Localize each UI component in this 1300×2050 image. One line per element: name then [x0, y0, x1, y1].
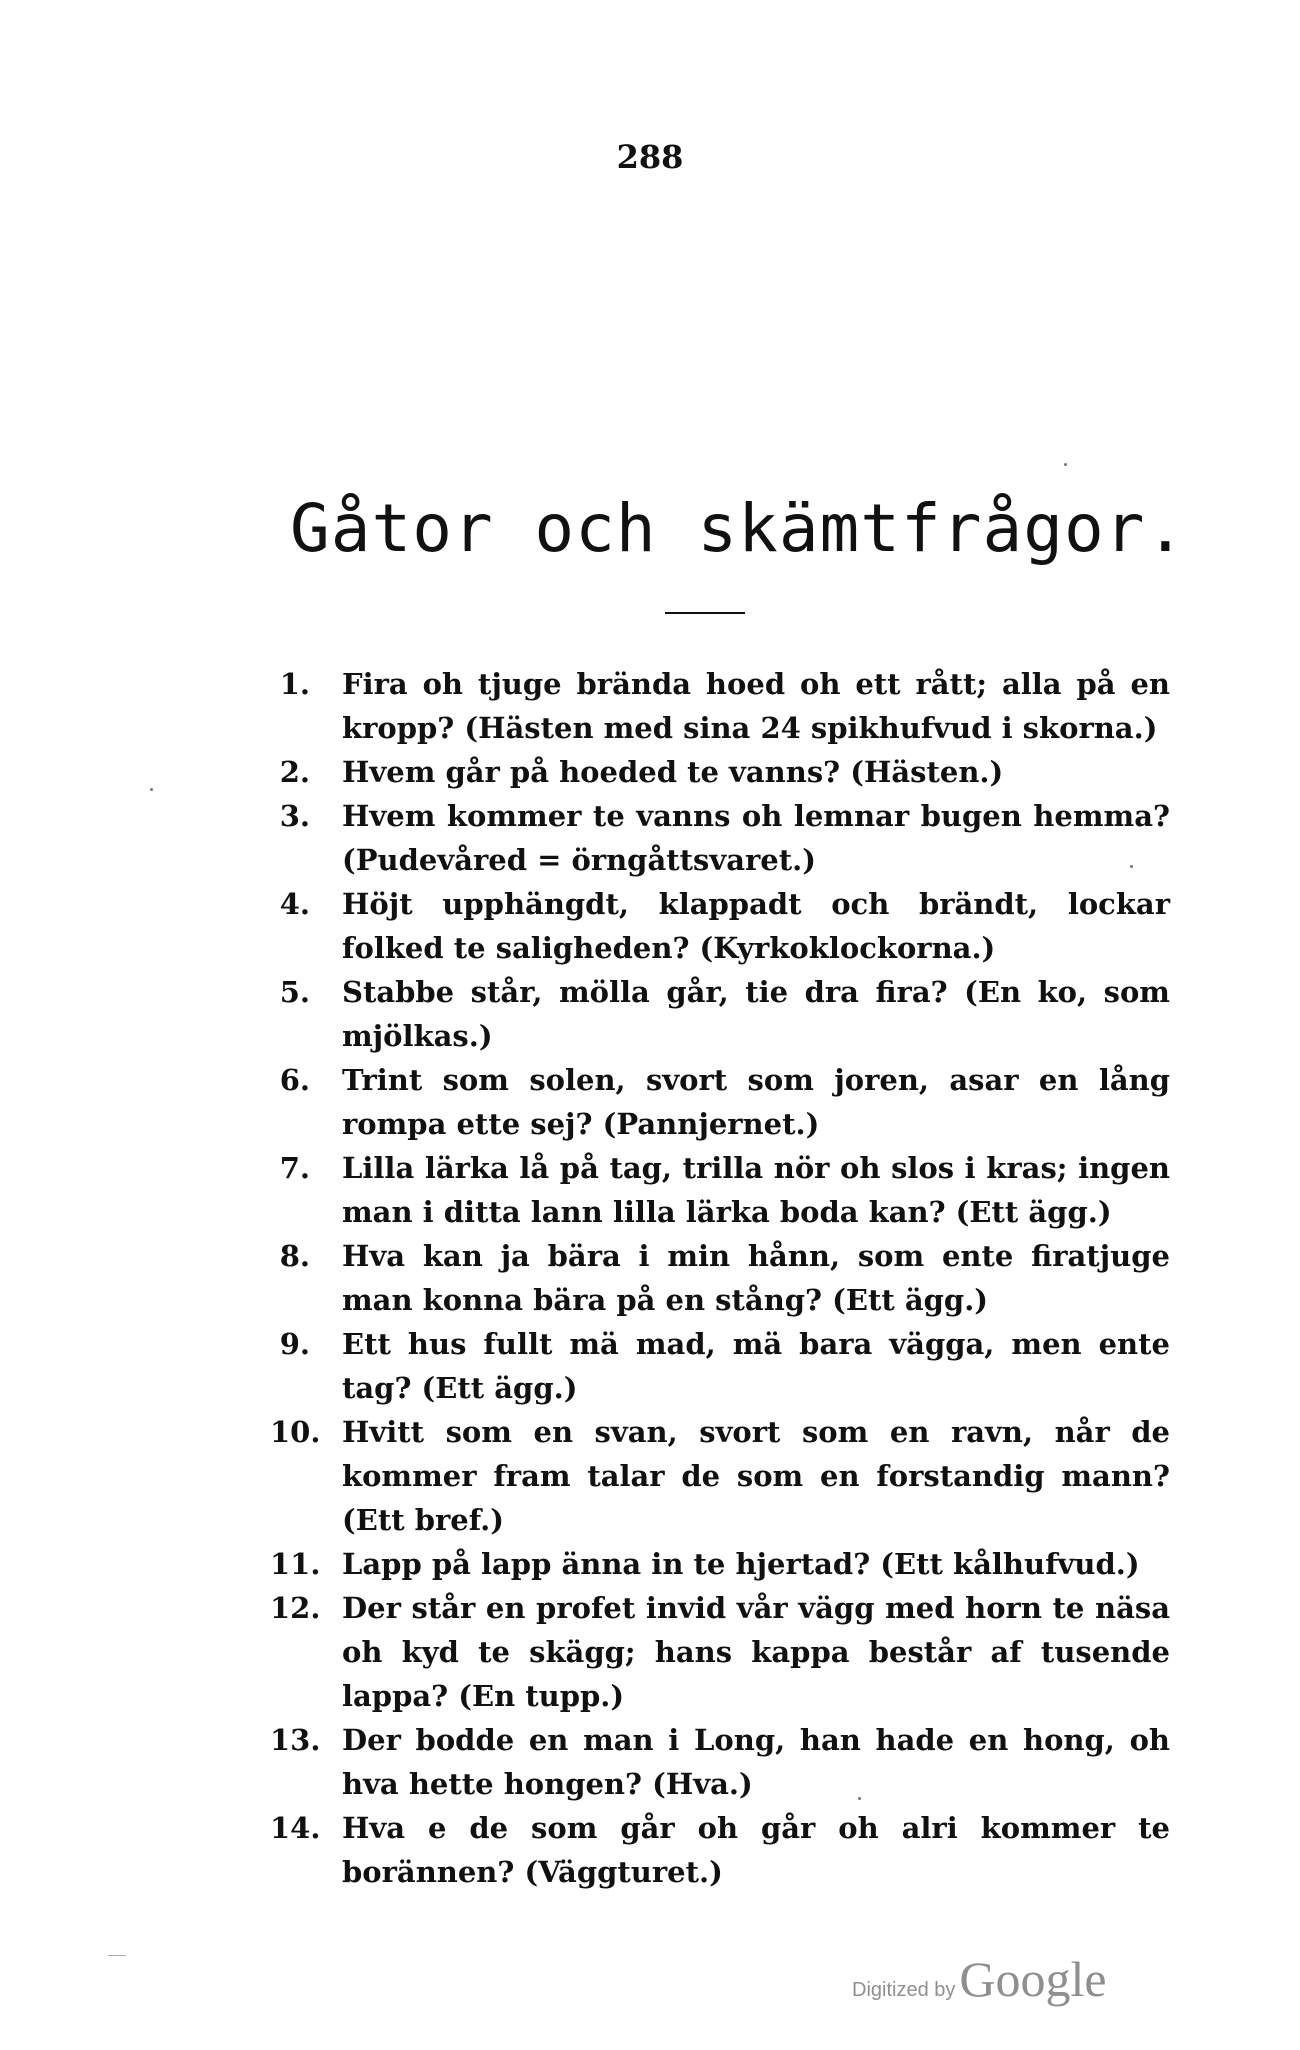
riddle-item [270, 1410, 1170, 1542]
title-divider [665, 612, 745, 614]
riddle-number: 7. [279, 1151, 310, 1185]
riddle-text: Der bodde en man i Long, han hade en hong, oh hva hette hongen? (Hva.) [342, 1723, 1170, 1801]
riddle-text: Hvem går på hoeded te vanns? (Hästen.) [342, 755, 1004, 789]
margin-mark [108, 1955, 126, 1956]
riddle-text: Der står en profet invid vår vägg med horn te näsa oh kyd te skägg; hans kappa består af tusende lappa? (En tupp.) [342, 1591, 1170, 1713]
riddle-item [270, 750, 1170, 794]
riddle-item [270, 882, 1170, 970]
scan-speck [1064, 463, 1067, 466]
riddle-number: 5. [279, 975, 310, 1009]
riddle-number: 10. [270, 1415, 321, 1449]
scan-speck [150, 788, 153, 791]
scan-speck [858, 1797, 861, 1800]
riddle-text: Höjt upphängdt, klappadt och brändt, lockar folked te saligheden? (Kyrkoklockorna.) [342, 887, 1170, 965]
riddle-item [270, 970, 1170, 1058]
riddle-item [270, 1542, 1170, 1586]
riddle-number: 13. [270, 1723, 321, 1757]
riddle-item [270, 794, 1170, 882]
riddle-item [270, 1058, 1170, 1146]
riddle-item [270, 1718, 1170, 1806]
riddle-text: Hvitt som en svan, svort som en ravn, når de kommer fram talar de som en forstandig mann? (Ett bref.) [342, 1415, 1170, 1537]
digitized-watermark [852, 1950, 1107, 2008]
riddle-number: 14. [270, 1811, 321, 1845]
riddle-text: Ett hus fullt mä mad, mä bara vägga, men ente tag? (Ett ägg.) [342, 1327, 1170, 1405]
riddle-item [270, 1806, 1170, 1894]
riddle-item [270, 1322, 1170, 1410]
riddle-text: Fira oh tjuge brända hoed oh ett rått; alla på en kropp? (Hästen med sina 24 spikhufvud i skorna.) [342, 667, 1170, 745]
riddle-number: 8. [279, 1239, 310, 1273]
riddle-number: 3. [279, 799, 310, 833]
riddle-text: Stabbe står, mölla går, tie dra fira? (En ko, som mjölkas.) [342, 975, 1170, 1053]
riddle-text: Hvem kommer te vanns oh lemnar bugen hemma? (Pudevåred = örngåttsvaret.) [342, 799, 1170, 877]
riddle-number: 6. [279, 1063, 310, 1097]
riddle-list [270, 662, 1170, 1894]
watermark-brand: Google [959, 1951, 1107, 2007]
riddle-number: 12. [270, 1591, 321, 1625]
riddle-number: 2. [279, 755, 310, 789]
riddle-item [270, 1146, 1170, 1234]
riddle-text: Trint som solen, svort som joren, asar en lång rompa ette sej? (Pannjernet.) [342, 1063, 1170, 1141]
riddle-text: Hva kan ja bära i min hånn, som ente firatjuge man konna bära på en stång? (Ett ägg.) [342, 1239, 1170, 1317]
riddle-text: Lapp på lapp änna in te hjertad? (Ett kålhufvud.) [342, 1547, 1140, 1581]
riddle-item [270, 1234, 1170, 1322]
riddle-text: Lilla lärka lå på tag, trilla nör oh slos i kras; ingen man i ditta lann lilla lärka boda kan? (Ett ägg.) [342, 1151, 1170, 1229]
riddle-number: 11. [270, 1547, 321, 1581]
scan-speck [1130, 865, 1133, 868]
riddle-item [270, 1586, 1170, 1718]
riddle-number: 1. [279, 667, 310, 701]
page-number: 288 [616, 138, 684, 176]
riddle-number: 9. [279, 1327, 310, 1361]
page-title: Gåtor och skämtfrågor. [290, 490, 1187, 567]
riddle-number: 4. [279, 887, 310, 921]
riddle-text: Hva e de som går oh går oh alri kommer te borännen? (Väggturet.) [342, 1811, 1170, 1889]
watermark-prefix: Digitized by [852, 1979, 956, 2001]
riddle-item [270, 662, 1170, 750]
